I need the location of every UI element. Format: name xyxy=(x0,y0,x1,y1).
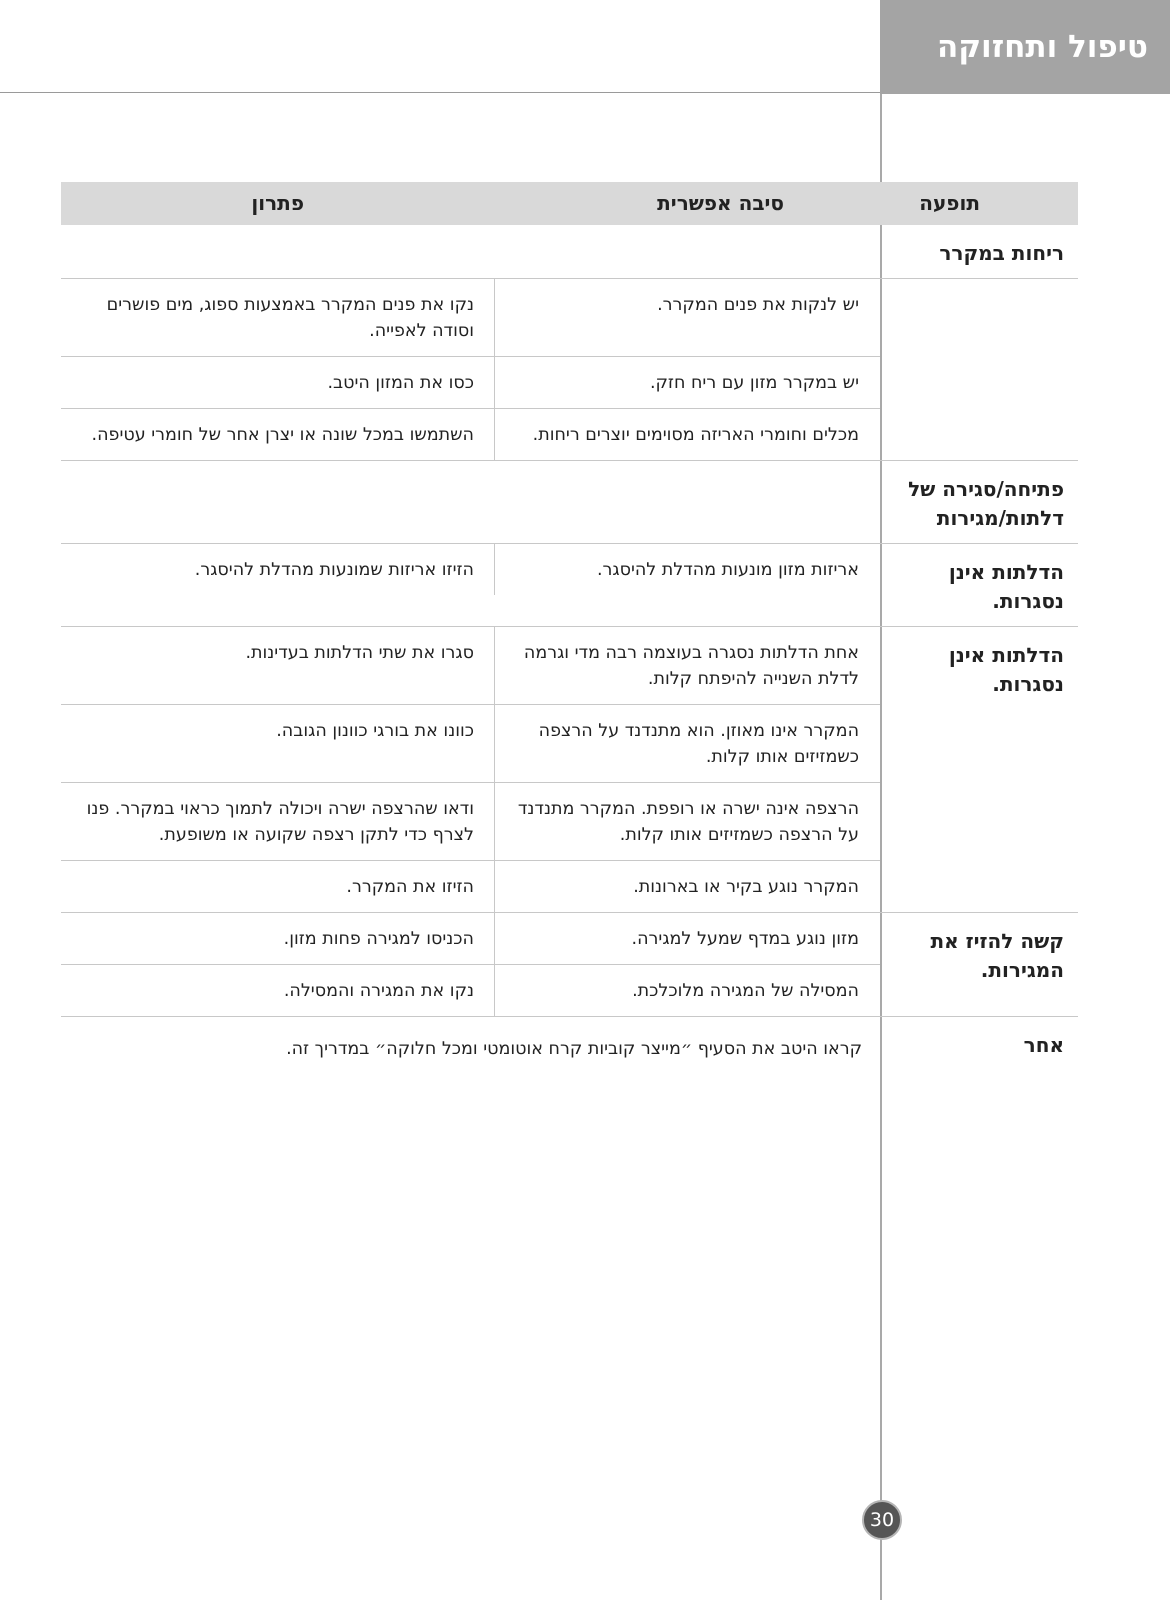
other-note: קראו היטב את הסעיף ״מייצר קוביות קרח אוטומטי ומכל חלוקה״ במדריך זה. xyxy=(286,1039,862,1059)
cause-cell: המסילה של המגירה מלוכלכת. xyxy=(632,981,859,1001)
header-solution: פתרון xyxy=(251,191,304,215)
header-symptom: תופעה xyxy=(919,191,980,215)
cause-cell: המקרר אינו מאוזן. הוא מתנדנד על הרצפה כשמזיזים אותו קלות. xyxy=(538,721,859,767)
solution-cell: הזיזו את המקרר. xyxy=(61,861,495,912)
table-row xyxy=(61,627,880,704)
solution-cell: הכניסו למגירה פחות מזון. xyxy=(61,913,495,964)
solution-cell: סגרו את שתי הדלתות בעדינות. xyxy=(61,627,495,704)
cause-cell: אריזות מזון מונעות מהדלת להיסגר. xyxy=(596,560,859,580)
group-spacer xyxy=(61,225,880,278)
table-group-doors-1 xyxy=(61,544,1078,627)
solution-cell: ודאו שהרצפה ישרה ויכולה לתמוך כראוי במקרר. פנו לצרף כדי לתקן רצפה שקועה או משופעת. xyxy=(61,783,495,860)
cause-cell: הרצפה אינה ישרה או רופפת. המקרר מתנדנד על הרצפה כשמזיזים אותו קלות. xyxy=(517,799,859,845)
cause-cell: מזון נוגע במדף שמעל למגירה. xyxy=(631,929,859,949)
solution-cell: כסו את המזון היטב. xyxy=(61,357,495,408)
symptom-cell-empty xyxy=(880,279,1078,460)
solution-cell: נקו את פנים המקרר באמצעות ספוג, מים פושרים וסודה לאפייה. xyxy=(61,279,495,356)
table-row xyxy=(61,704,880,782)
cause-cell: המקרר נוגע בקיר או בארונות. xyxy=(633,877,859,897)
table-group-odors-rows xyxy=(61,279,1078,461)
table-row xyxy=(61,782,880,860)
troubleshooting-table xyxy=(61,182,1078,1074)
table-row xyxy=(61,964,880,1016)
group-spacer xyxy=(61,461,880,543)
page-number-badge xyxy=(862,1500,902,1540)
table-group-drawers xyxy=(61,913,1078,1017)
section-title: טיפול ותחזוקה xyxy=(936,29,1148,65)
table-row xyxy=(61,408,880,460)
section-title-tab xyxy=(880,0,1170,94)
symptom-label: אחר xyxy=(1023,1033,1064,1057)
table-row xyxy=(61,544,880,595)
solution-cell: הזיזו אריזות שמונעות מהדלת להיסגר. xyxy=(61,544,495,595)
table-group-other xyxy=(61,1017,1078,1074)
table-row xyxy=(61,356,880,408)
page-number: 30 xyxy=(869,1509,895,1531)
cause-cell: יש לנקות את פנים המקרר. xyxy=(657,295,859,315)
solution-cell: השתמשו במכל שונה או יצרן אחר של חומרי עטיפה. xyxy=(61,409,495,460)
table-group-doors-2 xyxy=(61,627,1078,913)
cause-cell: אחת הדלתות נסגרה בעוצמה רבה מדי וגרמה לדלת השנייה להיפתח קלות. xyxy=(523,643,859,689)
table-group-odors xyxy=(61,225,1078,279)
cause-cell: יש במקרר מזון עם ריח חזק. xyxy=(649,373,859,393)
symptom-label: פתיחה/סגירה של דלתות/מגירות xyxy=(908,477,1064,530)
solution-cell: כוונו את בורגי כוונון הגובה. xyxy=(61,705,495,782)
symptom-label: קשה להזיז את המגירות. xyxy=(930,929,1064,982)
table-row xyxy=(61,860,880,912)
symptom-label: הדלתות אינן נסגרות. xyxy=(948,643,1064,696)
table-row xyxy=(61,913,880,964)
symptom-label: הדלתות אינן נסגרות. xyxy=(948,560,1064,613)
solution-cell: נקו את המגירה והמסילה. xyxy=(61,965,495,1016)
table-group-doors-heading xyxy=(61,461,1078,544)
table-header xyxy=(61,182,1078,225)
header-cause: סיבה אפשרית xyxy=(657,191,784,215)
cause-cell: מכלים וחומרי האריזה מסוימים יוצרים ריחות. xyxy=(532,425,859,445)
symptom-label: ריחות במקרר xyxy=(939,241,1064,265)
table-row xyxy=(61,279,880,356)
